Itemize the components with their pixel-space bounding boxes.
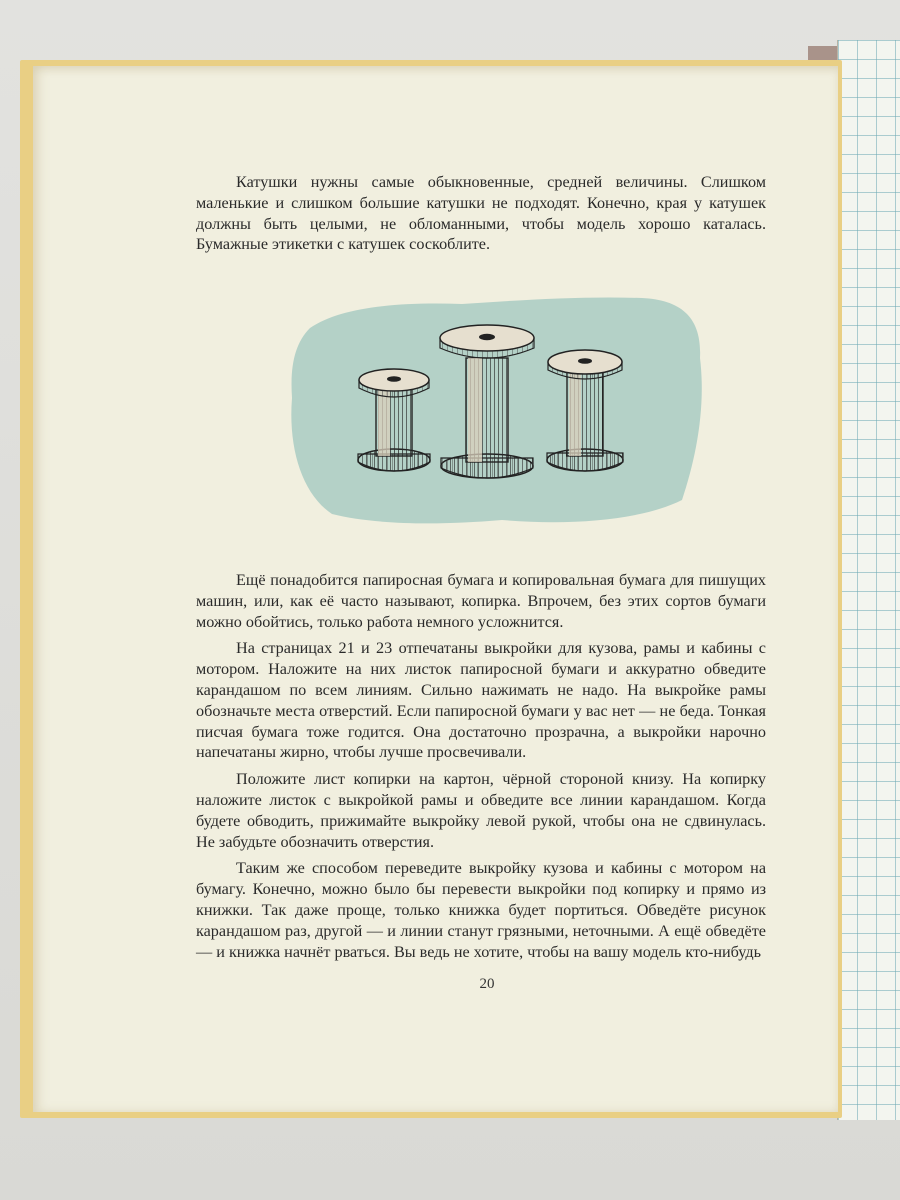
paragraph-patterns: На страницах 21 и 23 отпечатаны выкройки для кузова, рамы и кабины с мотором. Наложите на них листок папиросной бумаги и аккуратно обведите карандашом по всем линиям. Сильно нажимать не надо. На выкройке рамы обозначьте места отверстий. Если папиросной бумаги у вас нет — не беда. Тонкая писчая бумага тоже годится. Она достаточно прозрачна, а выкройки нарочно напечатаны жирно, чтобы лучше просвечивали. (196, 639, 766, 762)
intro-text (196, 172, 766, 255)
spools-illustration (282, 288, 714, 528)
paragraph-carbon: Положите лист копирки на картон, чёрной стороной книзу. На копирку наложите листок с выкройкой рамы и обведите все линии карандашом. Когда будете обводить, прижимайте выкройку левой рукой, чтобы она не сдвинулась. Не забудьте обозначить отверстия. (196, 770, 766, 851)
graph-paper-page (838, 40, 900, 1120)
intro-paragraph: Катушки нужны самые обыкновенные, средней величины. Слишком маленькие и слишком большие катушки не подходят. Конечно, края у катушек должны быть целыми, не обломанными, чтобы модель хорошо каталась. Бумажные этикетки с катушек соскоблите. (196, 173, 766, 254)
body-text (196, 570, 766, 962)
paragraph-paper: Ещё понадобится папиросная бумага и копировальная бумага для пишущих машин, или, как её часто называют, копирка. Впрочем, без этих сортов бумаги можно обойтись, только работа немного усложнится. (196, 571, 766, 631)
page-number: 20 (479, 976, 495, 992)
paragraph-body-cabin: Таким же способом переведите выкройку кузова и кабины с мотором на бумагу. Конечно, можно было бы перевести выкройки под копирку и прямо из книжки. Так даже проще, только книжка будет портиться. Обведёте рисунок карандашом раз, другой — и линии станут грязными, неточными. А ещё обведёте — и книжка начнёт рваться. Вы ведь не хотите, чтобы на вашу модель кто-нибудь (196, 859, 766, 961)
